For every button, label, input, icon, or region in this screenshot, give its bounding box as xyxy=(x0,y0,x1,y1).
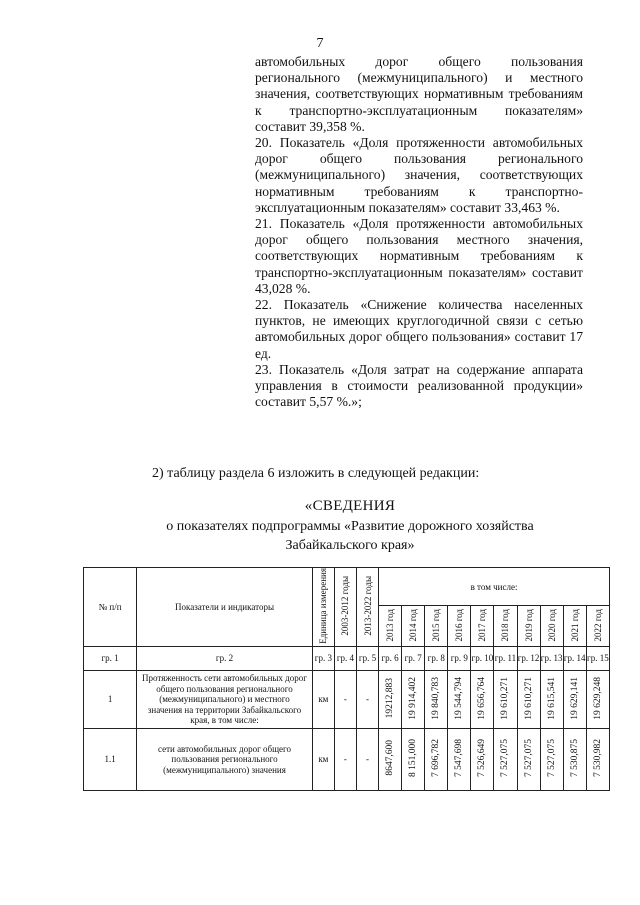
header-year: 2015 год xyxy=(425,606,448,646)
page-number: 7 xyxy=(316,36,324,51)
group-label: гр. 6 xyxy=(379,646,402,670)
row-value: 7 527,075 xyxy=(540,728,563,790)
row-unit: км xyxy=(312,670,334,728)
row-value: 19 656,764 xyxy=(471,670,494,728)
header-year: 2017 год xyxy=(471,606,494,646)
row-2013-2022: - xyxy=(356,728,378,790)
row-value: 8 151,000 xyxy=(402,728,425,790)
row-value: 7 530,875 xyxy=(563,728,586,790)
group-label: гр. 14 xyxy=(563,646,586,670)
group-label: гр. 9 xyxy=(448,646,471,670)
header-2003-2012: 2003-2012 годы xyxy=(334,568,356,647)
group-label: гр. 13 xyxy=(540,646,563,670)
group-label: гр. 7 xyxy=(402,646,425,670)
paragraph: 22. Показатель «Снижение количества населенных пунктов, не имеющих круглогодичной связи с сетью автомобильных дорог общего пользования» составит 17 ед. xyxy=(255,297,583,361)
body-text xyxy=(255,54,583,410)
header-indicator: Показатели и индикаторы xyxy=(137,568,313,647)
paragraph: 20. Показатель «Доля протяженности автомобильных дорог общего пользования регионального (межмуниципального) значения, соответствующих нормативным требованиям к транспортно-эксплуатационным показателям» составит 33,463 %. xyxy=(255,135,583,215)
row-value: 8647,600 xyxy=(379,728,402,790)
group-label: гр. 11 xyxy=(494,646,517,670)
row-2003-2012: - xyxy=(334,728,356,790)
heading-subtitle-2: Забайкальского края» xyxy=(285,538,415,553)
header-year: 2019 год xyxy=(517,606,540,646)
row-num: 1.1 xyxy=(84,728,137,790)
row-value: 7 527,075 xyxy=(517,728,540,790)
header-num: № п/п xyxy=(84,568,137,647)
row-value: 19 629,141 xyxy=(563,670,586,728)
instruction-text: 2) таблицу раздела 6 изложить в следующей редакции: xyxy=(152,466,480,481)
row-2013-2022: - xyxy=(356,670,378,728)
row-value: 7 696,782 xyxy=(425,728,448,790)
row-value: 7 526,649 xyxy=(471,728,494,790)
header-unit: Единица измерения xyxy=(312,568,334,647)
indicators-table xyxy=(83,567,610,791)
row-value: 19 610,271 xyxy=(494,670,517,728)
row-value: 19 840,783 xyxy=(425,670,448,728)
row-value: 19 615,541 xyxy=(540,670,563,728)
header-year: 2021 год xyxy=(563,606,586,646)
row-num: 1 xyxy=(84,670,137,728)
table-row xyxy=(84,670,610,728)
row-2003-2012: - xyxy=(334,670,356,728)
row-value: 19212,883 xyxy=(379,670,402,728)
group-label: гр. 15 xyxy=(586,646,609,670)
row-value: 7 547,698 xyxy=(448,728,471,790)
group-label: гр. 12 xyxy=(517,646,540,670)
header-2013-2022: 2013-2022 годы xyxy=(356,568,378,647)
row-value: 19 610,271 xyxy=(517,670,540,728)
row-unit: км xyxy=(312,728,334,790)
header-year: 2022 год xyxy=(586,606,609,646)
header-including: в том числе: xyxy=(379,568,610,606)
header-year: 2020 год xyxy=(540,606,563,646)
row-value: 7 530,982 xyxy=(586,728,609,790)
table-row xyxy=(84,728,610,790)
group-label: гр. 5 xyxy=(356,646,378,670)
heading-subtitle: о показателях подпрограммы «Развитие дорожного хозяйства xyxy=(166,519,534,534)
group-label: гр. 3 xyxy=(312,646,334,670)
row-value: 7 527,075 xyxy=(494,728,517,790)
group-label: гр. 10 xyxy=(471,646,494,670)
row-indicator: сети автомобильных дорог общего пользования регионального (межмуниципального) значения xyxy=(137,728,313,790)
row-value: 19 914,402 xyxy=(402,670,425,728)
paragraph: 23. Показатель «Доля затрат на содержание аппарата управления в стоимости реализованной продукции» составит 5,57 %.»; xyxy=(255,361,583,410)
paragraph: автомобильных дорог общего пользования регионального (межмуниципального) и местного значения, соответствующих нормативным требованиям к транспортно-эксплуатационным показателям» составит 39,358 %. xyxy=(255,54,583,134)
paragraph: 21. Показатель «Доля протяженности автомобильных дорог общего пользования местного значения, соответствующих нормативным требованиям к транспортно-эксплуатационным показателям» составит 43,028 %. xyxy=(255,216,583,296)
header-year: 2016 год xyxy=(448,606,471,646)
header-year: 2013 год xyxy=(379,606,402,646)
heading-title: «СВЕДЕНИЯ xyxy=(304,498,396,514)
row-value: 19 629,248 xyxy=(586,670,609,728)
row-indicator: Протяженность сети автомобильных дорог общего пользования регионального (межмуниципального) и местного значения на территории Забайкальского края, в том числе: xyxy=(137,670,313,728)
group-label: гр. 1 xyxy=(84,646,137,670)
header-year: 2014 год xyxy=(402,606,425,646)
group-label: гр. 8 xyxy=(425,646,448,670)
header-year: 2018 год xyxy=(494,606,517,646)
row-value: 19 544,794 xyxy=(448,670,471,728)
group-label: гр. 4 xyxy=(334,646,356,670)
group-label: гр. 2 xyxy=(137,646,313,670)
